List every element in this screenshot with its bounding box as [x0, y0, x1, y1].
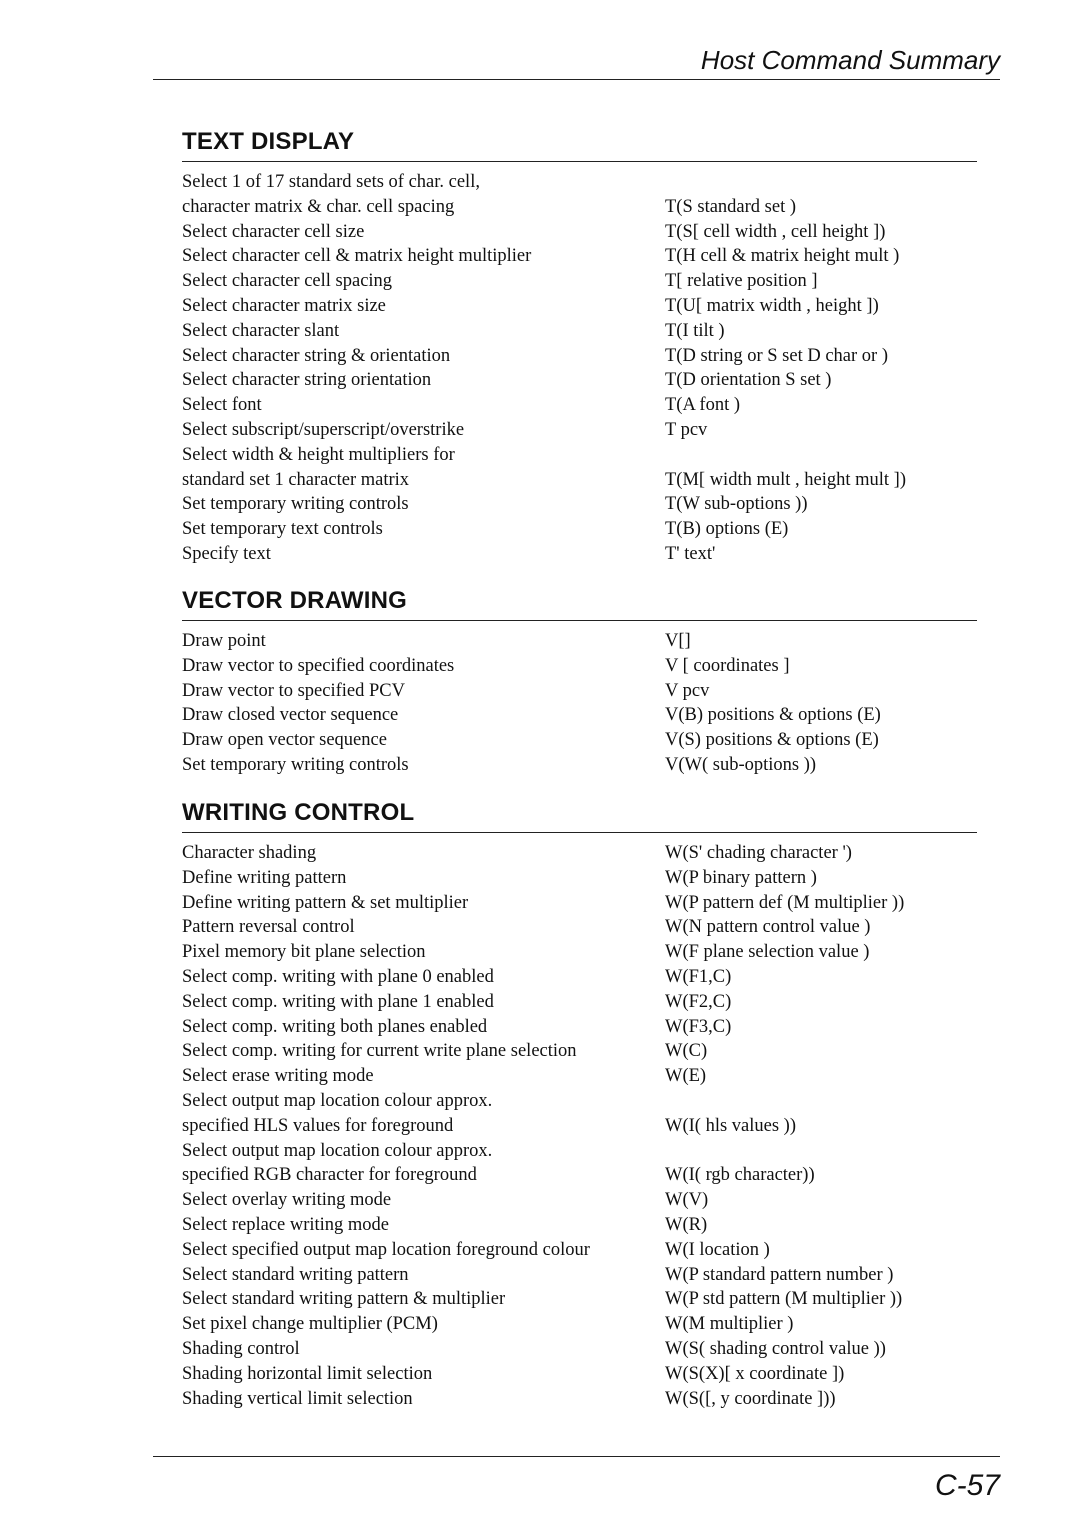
command-description: Set pixel change multiplier (PCM)	[182, 1314, 438, 1335]
command-description: Select standard writing pattern & multiplier	[182, 1289, 506, 1310]
command-list	[182, 170, 977, 567]
command-row	[182, 679, 977, 704]
command-row	[182, 443, 977, 468]
command-syntax: T(D orientation S set )	[665, 370, 832, 391]
section-vector-drawing	[182, 587, 977, 778]
command-syntax: W(I( rgb character))	[665, 1165, 815, 1186]
command-description: Define writing pattern & set multiplier	[182, 892, 469, 913]
page-number: C-57	[934, 1469, 1000, 1502]
command-list	[182, 629, 977, 778]
command-row	[182, 344, 977, 369]
command-syntax: V(W( sub-options ))	[665, 754, 817, 775]
command-row	[182, 965, 977, 990]
command-syntax: W(P binary pattern )	[665, 867, 817, 888]
section-text-display	[182, 128, 977, 567]
command-row	[182, 728, 977, 753]
command-description: Pixel memory bit plane selection	[182, 942, 426, 963]
command-row	[182, 629, 977, 654]
command-syntax: W(S(X)[ x coordinate ])	[665, 1363, 845, 1384]
command-syntax: W(I( hls values ))	[665, 1115, 796, 1136]
command-row	[182, 542, 977, 567]
command-syntax: W(P pattern def (M multiplier ))	[665, 892, 905, 913]
command-row	[182, 393, 977, 418]
command-description: Select comp. writing with plane 1 enabled	[182, 991, 494, 1012]
command-syntax	[665, 443, 977, 468]
command-description: Character shading	[182, 843, 317, 863]
command-syntax: W(F3,C)	[665, 1016, 732, 1037]
command-syntax: T(A font )	[665, 395, 741, 416]
command-syntax: T[ relative position ]	[665, 271, 818, 292]
command-row	[182, 1064, 977, 1089]
command-syntax: W(V)	[665, 1190, 709, 1211]
command-row	[182, 1312, 977, 1337]
command-description: specified HLS values for foreground	[182, 1115, 454, 1136]
command-description: Select comp. writing with plane 0 enabled	[182, 966, 494, 987]
command-syntax	[665, 1139, 977, 1164]
section-heading: TEXT DISPLAY	[182, 128, 355, 155]
command-syntax	[665, 170, 977, 195]
command-row	[182, 492, 977, 517]
command-description: Select standard writing pattern	[182, 1264, 409, 1285]
command-row	[182, 1139, 977, 1164]
section-heading: VECTOR DRAWING	[182, 587, 408, 614]
header-rule	[153, 79, 1000, 80]
command-syntax: W(F2,C)	[665, 991, 732, 1012]
command-syntax: W(N pattern control value )	[665, 917, 871, 938]
section-rule	[182, 161, 977, 162]
command-description: Specify text	[182, 543, 271, 564]
command-row	[182, 1213, 977, 1238]
command-row	[182, 244, 977, 269]
command-syntax: T(M[ width mult , height mult ])	[665, 469, 906, 490]
command-row	[182, 1089, 977, 1114]
command-description: Pattern reversal control	[182, 917, 355, 938]
command-description: Shading control	[182, 1338, 300, 1359]
command-syntax: T(B) options (E)	[665, 519, 789, 540]
command-description: Select erase writing mode	[182, 1066, 374, 1087]
command-description: Select character cell spacing	[182, 271, 393, 292]
command-description: Select 1 of 17 standard sets of char. cell,	[182, 172, 480, 192]
command-description: Select character slant	[182, 320, 340, 341]
command-row	[182, 1015, 977, 1040]
command-row	[182, 170, 977, 195]
command-description: Set temporary writing controls	[182, 494, 409, 515]
command-description: Draw closed vector sequence	[182, 705, 399, 726]
command-description: specified RGB character for foreground	[182, 1165, 477, 1186]
command-syntax: W(M multiplier )	[665, 1314, 794, 1335]
command-row	[182, 915, 977, 940]
command-syntax: W(R)	[665, 1214, 708, 1235]
section-heading: WRITING CONTROL	[182, 799, 415, 826]
command-syntax: T(W sub-options ))	[665, 494, 808, 515]
command-description: Select subscript/superscript/overstrike	[182, 419, 465, 440]
command-row	[182, 753, 977, 778]
command-row	[182, 703, 977, 728]
footer-rule	[153, 1456, 1000, 1457]
command-description: Set temporary text controls	[182, 519, 383, 540]
command-description: Draw vector to specified PCV	[182, 680, 405, 701]
command-description: Select character matrix size	[182, 295, 386, 316]
command-syntax: W(S' chading character ')	[665, 843, 852, 863]
command-syntax: V pcv	[665, 680, 710, 701]
command-description: Select comp. writing both planes enabled	[182, 1016, 488, 1037]
command-syntax: W(F plane selection value )	[665, 942, 870, 963]
command-row	[182, 866, 977, 891]
command-syntax: W(C)	[665, 1041, 708, 1062]
command-row	[182, 940, 977, 965]
command-row	[182, 1114, 977, 1139]
command-syntax: T pcv	[665, 419, 708, 440]
command-row	[182, 990, 977, 1015]
command-row	[182, 1387, 977, 1412]
command-syntax: T(H cell & matrix height mult )	[665, 246, 900, 267]
command-description: Select width & height multipliers for	[182, 444, 455, 465]
command-description: character matrix & char. cell spacing	[182, 196, 455, 217]
command-description: Draw vector to specified coordinates	[182, 655, 455, 676]
command-description: Select character cell & matrix height multiplier	[182, 246, 532, 267]
command-syntax: V(B) positions & options (E)	[665, 705, 881, 726]
command-row	[182, 418, 977, 443]
command-row	[182, 1163, 977, 1188]
command-description: standard set 1 character matrix	[182, 469, 410, 490]
command-description: Select character cell size	[182, 221, 365, 242]
command-syntax: V [ coordinates ]	[665, 655, 790, 676]
page-header-title: Host Command Summary	[700, 45, 1000, 75]
command-description: Select font	[182, 395, 262, 416]
section-rule	[182, 832, 977, 833]
command-row	[182, 1188, 977, 1213]
command-syntax: T(I tilt )	[665, 320, 725, 341]
command-syntax: W(S([, y coordinate ]))	[665, 1388, 836, 1409]
command-description: Shading horizontal limit selection	[182, 1363, 433, 1384]
command-row	[182, 1263, 977, 1288]
command-syntax: T(S standard set )	[665, 196, 797, 217]
section-rule	[182, 620, 977, 621]
command-syntax	[665, 1089, 977, 1114]
command-row	[182, 1238, 977, 1263]
command-syntax: W(P standard pattern number )	[665, 1264, 894, 1285]
command-syntax: T(U[ matrix width , height ])	[665, 295, 879, 316]
command-syntax: T' text'	[665, 543, 716, 564]
command-row	[182, 368, 977, 393]
command-description: Shading vertical limit selection	[182, 1388, 413, 1409]
command-row	[182, 891, 977, 916]
command-description: Set temporary writing controls	[182, 754, 409, 775]
command-syntax: T(S[ cell width , cell height ])	[665, 221, 886, 242]
command-row	[182, 1337, 977, 1362]
command-description: Select overlay writing mode	[182, 1190, 392, 1211]
command-row	[182, 319, 977, 344]
command-description: Draw point	[182, 631, 266, 651]
command-list	[182, 841, 977, 1411]
command-row	[182, 1362, 977, 1387]
command-description: Select specified output map location foreground colour	[182, 1239, 590, 1260]
command-description: Select replace writing mode	[182, 1214, 390, 1235]
command-row	[182, 195, 977, 220]
section-writing-control	[182, 799, 977, 1411]
command-syntax: T(D string or S set D char or )	[665, 345, 888, 366]
command-row	[182, 841, 977, 866]
command-row	[182, 654, 977, 679]
command-description: Draw open vector sequence	[182, 730, 387, 751]
command-row	[182, 517, 977, 542]
command-syntax: V[]	[665, 631, 691, 651]
command-row	[182, 220, 977, 245]
command-row	[182, 1287, 977, 1312]
command-row	[182, 294, 977, 319]
command-description: Select output map location colour approx.	[182, 1090, 493, 1111]
command-description: Define writing pattern	[182, 867, 347, 888]
command-syntax: W(F1,C)	[665, 966, 732, 987]
command-description: Select character string & orientation	[182, 345, 451, 366]
command-description: Select comp. writing for current write plane selection	[182, 1041, 577, 1062]
command-syntax: V(S) positions & options (E)	[665, 730, 879, 751]
command-description: Select output map location colour approx.	[182, 1140, 493, 1161]
command-syntax: W(S( shading control value ))	[665, 1338, 886, 1359]
command-row	[182, 468, 977, 493]
command-syntax: W(I location )	[665, 1239, 770, 1260]
command-syntax: W(E)	[665, 1066, 707, 1087]
command-syntax: W(P std pattern (M multiplier ))	[665, 1289, 903, 1310]
command-row	[182, 269, 977, 294]
command-row	[182, 1039, 977, 1064]
command-description: Select character string orientation	[182, 370, 432, 391]
